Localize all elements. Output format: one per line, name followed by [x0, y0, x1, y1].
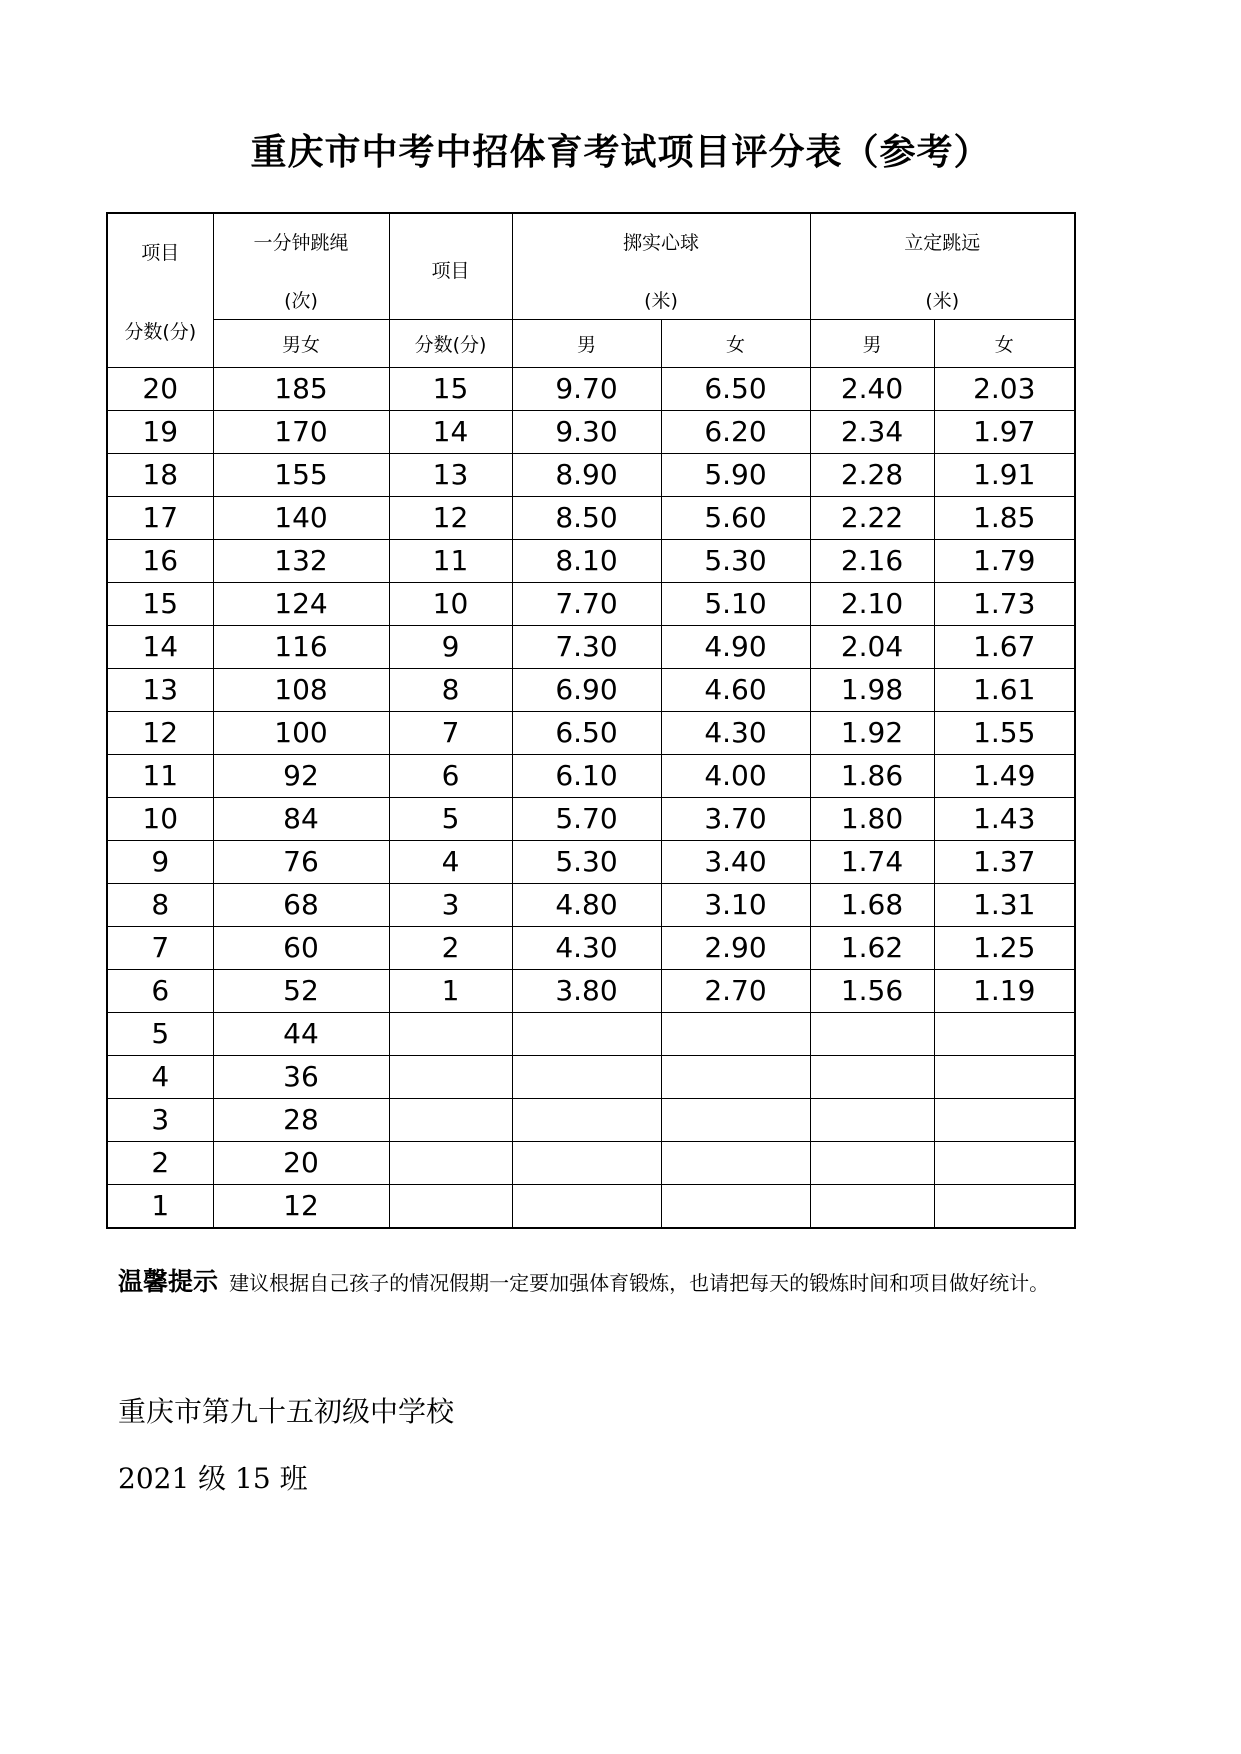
shot-put-male-cell — [512, 1098, 661, 1141]
score2-cell — [389, 1012, 512, 1055]
jump-rope-cell: 108 — [213, 668, 389, 711]
score-cell: 9 — [107, 840, 213, 883]
table-row — [107, 367, 1075, 410]
shot-put-male-cell — [512, 1141, 661, 1184]
shot-put-female-cell — [661, 1141, 810, 1184]
score2-cell: 1 — [389, 969, 512, 1012]
shot-put-male-cell: 9.30 — [512, 410, 661, 453]
table-row — [107, 1012, 1075, 1055]
shot-put-female-cell: 5.10 — [661, 582, 810, 625]
item-label: 项目 — [141, 242, 180, 264]
jump-rope-cell: 155 — [213, 453, 389, 496]
shot-put-female-cell: 3.40 — [661, 840, 810, 883]
long-jump-female-cell: 1.67 — [934, 625, 1075, 668]
shot-put-female-cell: 3.10 — [661, 883, 810, 926]
jump-rope-cell: 76 — [213, 840, 389, 883]
long-jump-female-cell: 1.19 — [934, 969, 1075, 1012]
score-cell: 7 — [107, 926, 213, 969]
score2-cell: 2 — [389, 926, 512, 969]
long-jump-female-cell: 1.49 — [934, 754, 1075, 797]
score-label-2: 分数(分) — [389, 319, 512, 367]
long-jump-male-cell: 1.74 — [810, 840, 934, 883]
shot-put-male-cell — [512, 1184, 661, 1228]
shot-put-female-cell: 4.30 — [661, 711, 810, 754]
long-jump-female-header: 女 — [934, 319, 1075, 367]
long-jump-female-cell: 1.61 — [934, 668, 1075, 711]
score-cell: 10 — [107, 797, 213, 840]
jump-rope-cell: 185 — [213, 367, 389, 410]
long-jump-name: 立定跳远 — [904, 232, 981, 254]
table-row — [107, 582, 1075, 625]
tip-text: 建议根据自己孩子的情况假期一定要加强体育锻炼，也请把每天的锻炼时间和项目做好统计。 — [229, 1271, 1050, 1295]
long-jump-male-cell: 1.80 — [810, 797, 934, 840]
jump-rope-cell: 92 — [213, 754, 389, 797]
long-jump-male-cell: 2.22 — [810, 496, 934, 539]
shot-put-female-cell: 2.90 — [661, 926, 810, 969]
long-jump-female-cell: 1.55 — [934, 711, 1075, 754]
class-name: 2021 级 15 班 — [118, 1462, 308, 1495]
score2-cell: 12 — [389, 496, 512, 539]
table-row — [107, 1055, 1075, 1098]
jump-rope-cell: 60 — [213, 926, 389, 969]
score-cell: 11 — [107, 754, 213, 797]
score2-cell: 11 — [389, 539, 512, 582]
shot-put-male-cell: 3.80 — [512, 969, 661, 1012]
score2-cell — [389, 1141, 512, 1184]
score-label: 分数(分) — [124, 321, 197, 343]
jump-rope-cell: 116 — [213, 625, 389, 668]
long-jump-female-cell — [934, 1098, 1075, 1141]
table-row — [107, 797, 1075, 840]
jump-rope-cell: 68 — [213, 883, 389, 926]
long-jump-female-cell: 1.31 — [934, 883, 1075, 926]
long-jump-female-cell: 1.91 — [934, 453, 1075, 496]
shot-put-female-cell: 4.90 — [661, 625, 810, 668]
score-cell: 15 — [107, 582, 213, 625]
score2-cell: 5 — [389, 797, 512, 840]
shot-put-unit: (米) — [644, 289, 678, 312]
table-row — [107, 711, 1075, 754]
score-cell: 17 — [107, 496, 213, 539]
long-jump-male-cell: 2.10 — [810, 582, 934, 625]
long-jump-unit: (米) — [925, 289, 960, 312]
item-header-2 — [389, 213, 512, 319]
score-cell: 5 — [107, 1012, 213, 1055]
shot-put-female-cell: 3.70 — [661, 797, 810, 840]
score-cell: 2 — [107, 1141, 213, 1184]
shot-put-female-cell — [661, 1098, 810, 1141]
long-jump-female-cell: 1.43 — [934, 797, 1075, 840]
table-row — [107, 668, 1075, 711]
long-jump-male-cell: 1.98 — [810, 668, 934, 711]
school-name: 重庆市第九十五初级中学校 — [118, 1395, 455, 1428]
long-jump-male-cell: 2.04 — [810, 625, 934, 668]
shot-put-male-cell: 4.80 — [512, 883, 661, 926]
jump-rope-cell: 100 — [213, 711, 389, 754]
long-jump-male-cell — [810, 1098, 934, 1141]
score-cell: 20 — [107, 367, 213, 410]
long-jump-female-cell: 2.03 — [934, 367, 1075, 410]
score2-cell: 3 — [389, 883, 512, 926]
header-row-1 — [107, 213, 1075, 319]
score2-cell: 6 — [389, 754, 512, 797]
shot-put-female-cell — [661, 1055, 810, 1098]
table-row — [107, 754, 1075, 797]
shot-put-male-cell: 5.30 — [512, 840, 661, 883]
jump-rope-cell: 36 — [213, 1055, 389, 1098]
shot-put-name: 掷实心球 — [622, 232, 699, 254]
score2-cell: 10 — [389, 582, 512, 625]
shot-put-male-cell — [512, 1012, 661, 1055]
score2-cell — [389, 1055, 512, 1098]
jump-rope-cell: 132 — [213, 539, 389, 582]
long-jump-female-cell: 1.85 — [934, 496, 1075, 539]
score-cell: 14 — [107, 625, 213, 668]
shot-put-female-cell: 2.70 — [661, 969, 810, 1012]
shot-put-female-cell: 5.60 — [661, 496, 810, 539]
shot-put-male-cell: 7.70 — [512, 582, 661, 625]
long-jump-male-header: 男 — [810, 319, 934, 367]
long-jump-male-cell: 2.34 — [810, 410, 934, 453]
table-row — [107, 496, 1075, 539]
table-row — [107, 883, 1075, 926]
shot-put-female-cell — [661, 1012, 810, 1055]
shot-put-male-cell: 8.10 — [512, 539, 661, 582]
long-jump-female-cell: 1.79 — [934, 539, 1075, 582]
long-jump-male-cell: 1.92 — [810, 711, 934, 754]
table-row — [107, 410, 1075, 453]
score2-cell: 15 — [389, 367, 512, 410]
long-jump-male-cell: 2.16 — [810, 539, 934, 582]
shot-put-male-header: 男 — [512, 319, 661, 367]
shot-put-male-cell: 5.70 — [512, 797, 661, 840]
shot-put-female-cell: 5.30 — [661, 539, 810, 582]
jump-rope-cell: 170 — [213, 410, 389, 453]
jump-rope-cell: 140 — [213, 496, 389, 539]
score-table — [106, 212, 1076, 1229]
score-table-body — [107, 213, 1075, 1228]
score2-cell: 13 — [389, 453, 512, 496]
table-row — [107, 926, 1075, 969]
long-jump-female-cell — [934, 1012, 1075, 1055]
long-jump-male-cell — [810, 1055, 934, 1098]
header-row-2 — [107, 319, 1075, 367]
score2-cell: 9 — [389, 625, 512, 668]
score-cell: 4 — [107, 1055, 213, 1098]
shot-put-female-cell: 6.50 — [661, 367, 810, 410]
score-cell: 1 — [107, 1184, 213, 1228]
long-jump-male-cell: 1.56 — [810, 969, 934, 1012]
long-jump-male-cell: 2.40 — [810, 367, 934, 410]
long-jump-female-cell: 1.37 — [934, 840, 1075, 883]
long-jump-male-cell — [810, 1184, 934, 1228]
long-jump-female-cell: 1.73 — [934, 582, 1075, 625]
jump-rope-cell: 44 — [213, 1012, 389, 1055]
tip-label: 温馨提示 — [118, 1267, 219, 1296]
long-jump-male-cell: 2.28 — [810, 453, 934, 496]
score2-cell — [389, 1098, 512, 1141]
score-cell: 8 — [107, 883, 213, 926]
shot-put-male-cell: 6.10 — [512, 754, 661, 797]
score-cell: 18 — [107, 453, 213, 496]
score-cell: 12 — [107, 711, 213, 754]
long-jump-header — [810, 213, 1075, 319]
score2-cell — [389, 1184, 512, 1228]
warm-tip — [118, 1262, 1049, 1298]
table-row — [107, 969, 1075, 1012]
long-jump-female-cell — [934, 1141, 1075, 1184]
score-cell: 16 — [107, 539, 213, 582]
jump-rope-cell: 28 — [213, 1098, 389, 1141]
shot-put-male-cell: 9.70 — [512, 367, 661, 410]
shot-put-female-header: 女 — [661, 319, 810, 367]
score-cell: 13 — [107, 668, 213, 711]
long-jump-male-cell: 1.62 — [810, 926, 934, 969]
shot-put-male-cell — [512, 1055, 661, 1098]
shot-put-female-cell: 5.90 — [661, 453, 810, 496]
long-jump-female-cell: 1.97 — [934, 410, 1075, 453]
shot-put-male-cell: 6.90 — [512, 668, 661, 711]
table-row — [107, 1184, 1075, 1228]
long-jump-female-cell: 1.25 — [934, 926, 1075, 969]
score2-cell: 7 — [389, 711, 512, 754]
score2-cell: 14 — [389, 410, 512, 453]
table-row — [107, 539, 1075, 582]
table-row — [107, 840, 1075, 883]
score-cell: 19 — [107, 410, 213, 453]
jump-rope-unit: (次) — [284, 289, 318, 312]
shot-put-female-cell: 4.00 — [661, 754, 810, 797]
table-row — [107, 1141, 1075, 1184]
table-row — [107, 625, 1075, 668]
score-cell: 6 — [107, 969, 213, 1012]
shot-put-male-cell: 4.30 — [512, 926, 661, 969]
shot-put-male-cell: 8.90 — [512, 453, 661, 496]
jump-rope-cell: 20 — [213, 1141, 389, 1184]
jump-rope-header — [213, 213, 389, 319]
jump-rope-cell: 84 — [213, 797, 389, 840]
shot-put-male-cell: 6.50 — [512, 711, 661, 754]
shot-put-female-cell: 4.60 — [661, 668, 810, 711]
shot-put-female-cell — [661, 1184, 810, 1228]
shot-put-male-cell: 8.50 — [512, 496, 661, 539]
shot-put-female-cell: 6.20 — [661, 410, 810, 453]
jump-rope-gender: 男女 — [213, 319, 389, 367]
long-jump-male-cell: 1.86 — [810, 754, 934, 797]
long-jump-male-cell — [810, 1012, 934, 1055]
long-jump-male-cell: 1.68 — [810, 883, 934, 926]
score2-cell: 8 — [389, 668, 512, 711]
long-jump-male-cell — [810, 1141, 934, 1184]
long-jump-female-cell — [934, 1184, 1075, 1228]
table-row — [107, 1098, 1075, 1141]
score-cell: 3 — [107, 1098, 213, 1141]
jump-rope-name: 一分钟跳绳 — [253, 232, 349, 254]
jump-rope-cell: 52 — [213, 969, 389, 1012]
score2-cell: 4 — [389, 840, 512, 883]
long-jump-female-cell — [934, 1055, 1075, 1098]
shot-put-male-cell: 7.30 — [512, 625, 661, 668]
jump-rope-cell: 124 — [213, 582, 389, 625]
shot-put-header — [512, 213, 810, 319]
table-row — [107, 453, 1075, 496]
page-title: 重庆市中考中招体育考试项目评分表（参考） — [250, 131, 991, 173]
corner-header-cell — [107, 213, 213, 367]
item-label-2: 项目 — [431, 260, 470, 282]
jump-rope-cell: 12 — [213, 1184, 389, 1228]
